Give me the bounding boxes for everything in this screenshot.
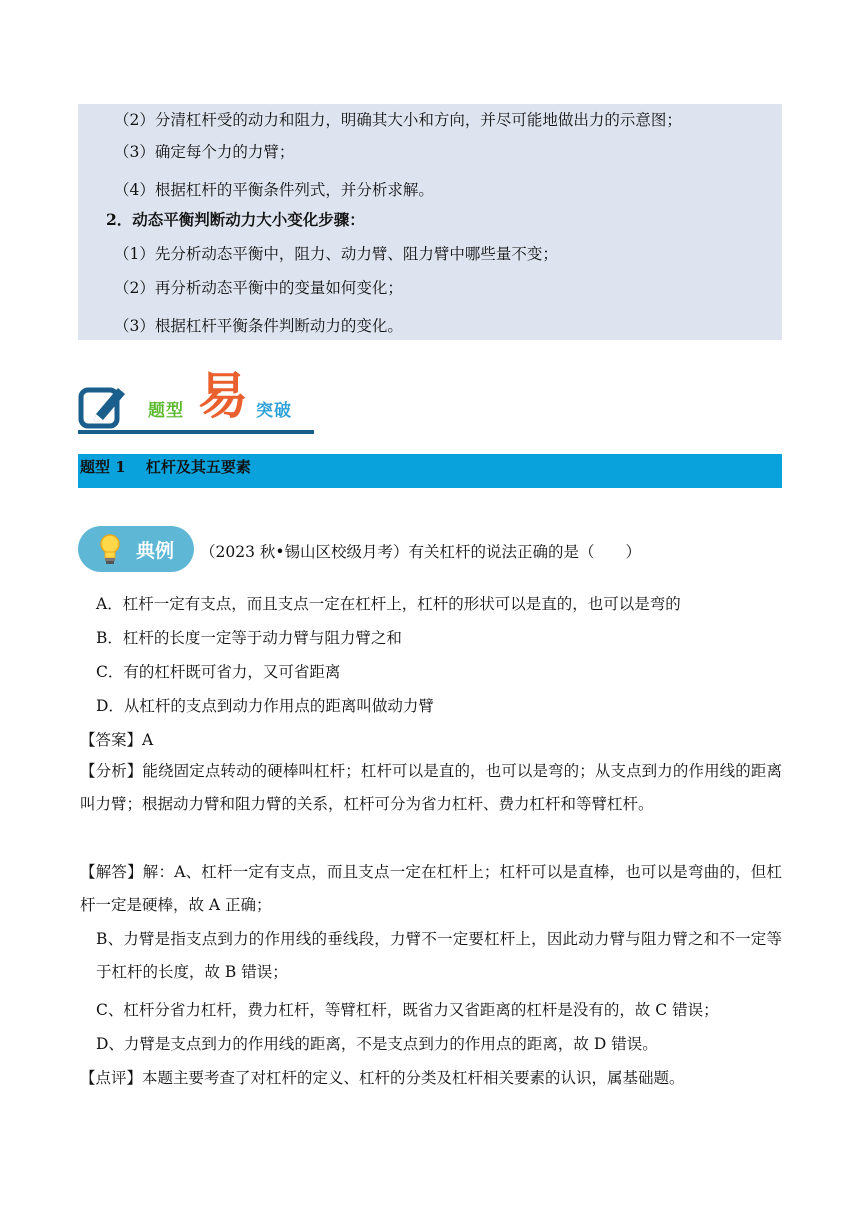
solution-intro: 【解答】解：A、杠杆一定有支点，而且支点一定在杠杆上；杠杆可以是直棒，也可以是弯曲的，但杠杆一定是硬棒，故 A 正确； [80,863,782,914]
question-stem: （2023 秋•锡山区校级月考）有关杠杆的说法正确的是（ ） [200,543,642,561]
option-a: A．杠杆一定有支点，而且支点一定在杠杆上，杠杆的形状可以是直的，也可以是弯的 [96,595,681,613]
summary-box [78,104,782,340]
example-tag-label: 典例 [136,540,175,562]
comment: 【点评】本题主要考查了对杠杆的定义、杠杆的分类及杠杆相关要素的认识，属基础题。 [80,1069,685,1087]
solution-b: B、力臂是指支点到力的作用线的垂线段，力臂不一定要杠杆上，因此动力臂与阻力臂之和不一定等于杠杆的长度，故 B 错误； [96,930,782,981]
section-header [78,454,782,488]
summary-line: （2）分清杠杆受的动力和阻力，明确其大小和方向，并尽可能地做出力的示意图； [114,111,682,129]
section-title: 题型 1 杠杆及其五要素 [80,458,251,476]
banner-text-tixing: 题型 [148,401,184,421]
example-tag [78,526,194,572]
summary-line: （2）再分析动态平衡中的变量如何变化； [114,279,403,297]
option-c: C．有的杠杆既可省力，又可省距离 [96,663,341,681]
analysis: 【分析】能绕固定点转动的硬棒叫杠杆；杠杆可以是直的，也可以是弯的；从支点到力的作用线的距离叫力臂；根据动力臂和阻力臂的关系，杠杆可分为省力杠杆、费力杠杆和等臂杠杆。 [80,762,782,813]
banner-underline [78,430,314,434]
solution-d: D、力臂是支点到力的作用线的距离，不是支点到力的作用点的距离，故 D 错误。 [96,1035,658,1053]
summary-line: （4）根据杠杆的平衡条件列式，并分析求解。 [114,181,434,199]
banner-text-yi: 易 [198,367,248,425]
pen-icon [78,380,128,430]
section-banner [78,358,318,438]
summary-line: （1）先分析动态平衡中，阻力、动力臂、阻力臂中哪些量不变； [114,245,558,263]
solution-c: C、杠杆分省力杠杆，费力杠杆，等臂杠杆，既省力又省距离的杠杆是没有的，故 C 错误； [96,1001,719,1019]
summary-line: （3）确定每个力的力臂； [114,143,295,161]
banner-text-tupo: 突破 [256,401,292,421]
lightbulb-icon [96,532,124,566]
option-d: D．从杠杆的支点到动力作用点的距离叫做动力臂 [96,697,434,715]
summary-line: （3）根据杠杆平衡条件判断动力的变化。 [114,317,403,335]
option-b: B．杠杆的长度一定等于动力臂与阻力臂之和 [96,629,402,647]
answer: 【答案】A [80,731,154,749]
summary-heading: 2．动态平衡判断动力大小变化步骤： [106,210,365,229]
